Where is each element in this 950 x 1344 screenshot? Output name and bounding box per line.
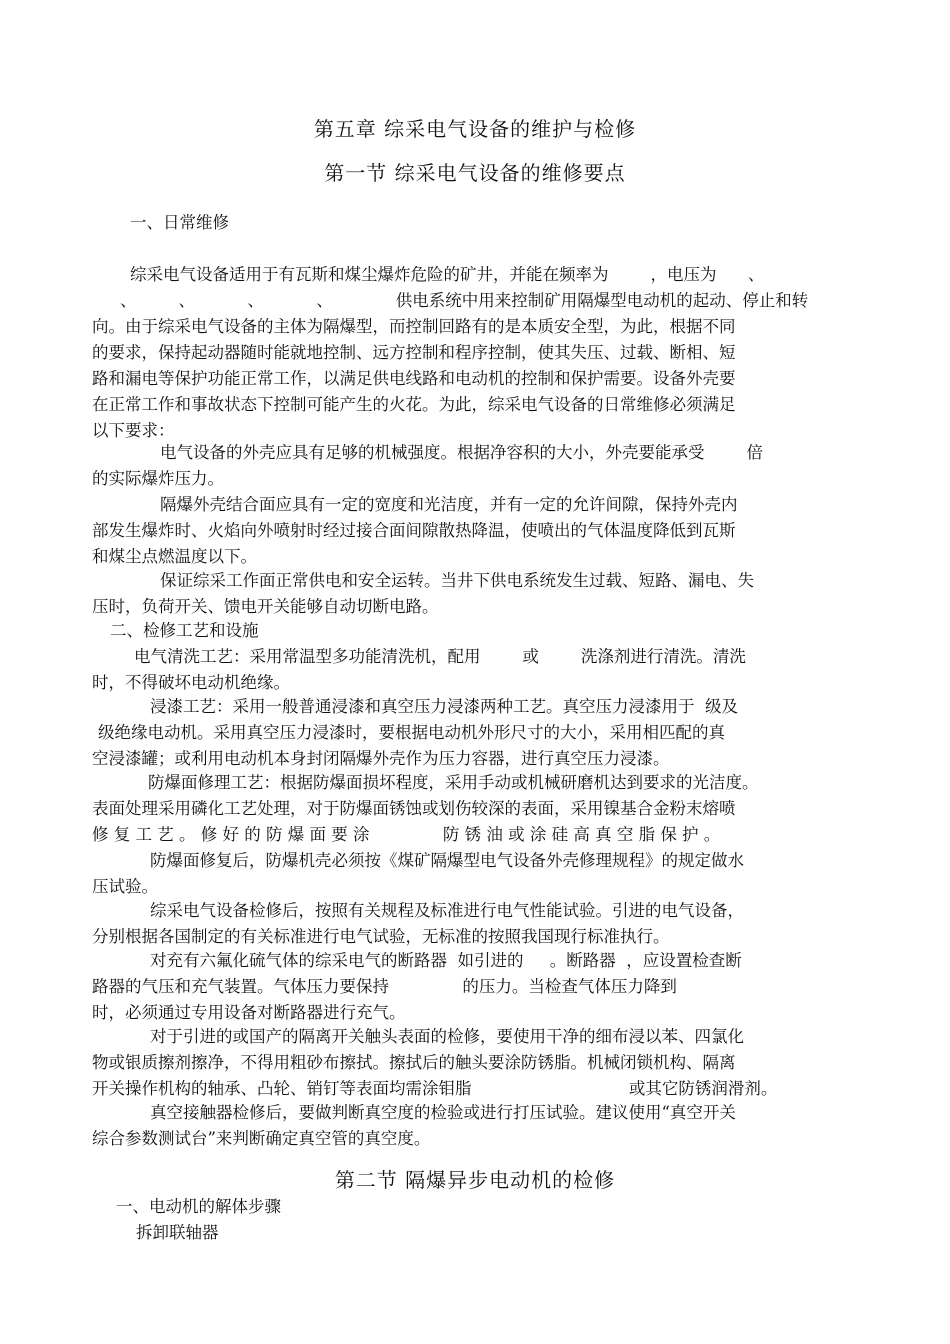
paragraph-line: 真空接触器检修后，要做判断真空度的检验或进行打压试验。建议使用“真空开关 bbox=[150, 1103, 736, 1122]
subsection-heading: 一、日常维修 bbox=[130, 213, 229, 232]
section-title-1: 第一节 综采电气设备的维修要点 bbox=[324, 161, 626, 185]
subsection-heading: 二、检修工艺和设施 bbox=[110, 621, 259, 640]
paragraph-line: 对于引进的或国产的隔离开关触头表面的检修，要使用干净的细布浸以苯、四氯化 bbox=[150, 1027, 744, 1046]
paragraph-line: 防爆面修复后，防爆机壳必须按《煤矿隔爆型电气设备外壳修理规程》的规定做水 bbox=[150, 851, 744, 870]
paragraph-line: 路器的气压和充气装置。气体压力要保持 的压力。当检查气体压力降到 bbox=[92, 977, 677, 996]
paragraph-line: 综采电气设备检修后，按照有关规程及标准进行电气性能试验。引进的电气设备， bbox=[150, 901, 744, 920]
paragraph-line: 对充有六氟化硫气体的综采电气的断路器 如引进的 。断路器 ，应设置检查断 bbox=[150, 951, 742, 970]
paragraph-line: 空浸漆罐；或利用电动机本身封闭隔爆外壳作为压力容器，进行真空压力浸漆。 bbox=[92, 749, 670, 768]
paragraph-line: 压试验。 bbox=[92, 877, 158, 896]
paragraph-line: 和煤尘点燃温度以下。 bbox=[92, 547, 257, 566]
paragraph-line: 电气设备的外壳应具有足够的机械强度。根据净容积的大小，外壳要能承受 倍 bbox=[160, 443, 763, 462]
section-title-2: 第二节 隔爆异步电动机的检修 bbox=[334, 1168, 616, 1192]
paragraph-line: 开关操作机构的轴承、凸轮、销钉等表面均需涂钼脂 或其它防锈润滑剂。 bbox=[92, 1079, 778, 1098]
paragraph-line: 防爆面修理工艺：根据防爆面损坏程度，采用手动或机械研磨机达到要求的光洁度。 bbox=[148, 773, 759, 792]
paragraph-line: 向。由于综采电气设备的主体为隔爆型，而控制回路有的是本质安全型，为此，根据不同 bbox=[92, 317, 736, 336]
paragraph-line: 保证综采工作面正常供电和安全运转。当井下供电系统发生过载、短路、漏电、失 bbox=[160, 571, 754, 590]
paragraph-line: 时，必须通过专用设备对断路器进行充气。 bbox=[92, 1003, 406, 1022]
paragraph-line: 路和漏电等保护功能正常工作，以满足供电线路和电动机的控制和保护需要。设备外壳要 bbox=[92, 369, 736, 388]
paragraph-line: 浸漆工艺：采用一般普通浸漆和真空压力浸漆两种工艺。真空压力浸漆用于 级及 bbox=[150, 697, 738, 716]
subsection-heading: 一、电动机的解体步骤 bbox=[116, 1197, 281, 1216]
list-item: 拆卸联轴器 bbox=[136, 1223, 219, 1242]
paragraph-line: 分别根据各国制定的有关标准进行电气试验，无标准的按照我国现行标准执行。 bbox=[92, 927, 670, 946]
paragraph-line: 、 、 、 、 供电系统中用来控制矿用隔爆型电动机的起动、停止和转 bbox=[120, 291, 809, 310]
paragraph-line: 综合参数测试台”来判断确定真空管的真空度。 bbox=[92, 1129, 431, 1148]
paragraph-line: 物或银质擦剂擦净，不得用粗砂布擦拭。擦拭后的触头要涂防锈脂。机械闭锁机构、隔离 bbox=[92, 1053, 736, 1072]
paragraph-line: 的要求，保持起动器随时能就地控制、远方控制和程序控制，使其失压、过载、断相、短 bbox=[92, 343, 736, 362]
paragraph-line: 的实际爆炸压力。 bbox=[92, 469, 224, 488]
paragraph-line: 在正常工作和事故状态下控制可能产生的火花。为此，综采电气设备的日常维修必须满足 bbox=[92, 395, 736, 414]
paragraph-line: 时，不得破坏电动机绝缘。 bbox=[92, 673, 290, 692]
paragraph-line: 电气清洗工艺：采用常温型多功能清洗机，配用 或 洗涤剂进行清洗。清洗 bbox=[134, 647, 746, 666]
paragraph-line: 修 复 工 艺 。 修 好 的 防 爆 面 要 涂 防 锈 油 或 涂 硅 高 真 空 脂 保 护 。 bbox=[92, 825, 721, 844]
paragraph-line: 压时，负荷开关、馈电开关能够自动切断电路。 bbox=[92, 597, 439, 616]
paragraph-line: 以下要求： bbox=[92, 421, 175, 440]
paragraph-line: 部发生爆炸时、火焰向外喷射时经过接合面间隙散热降温，使喷出的气体温度降低到瓦斯 bbox=[92, 521, 736, 540]
paragraph-line: 级绝缘电动机。采用真空压力浸漆时，要根据电动机外形尺寸的大小，采用相匹配的真 bbox=[98, 723, 725, 742]
paragraph-line: 综采电气设备适用于有瓦斯和煤尘爆炸危险的矿井，并能在频率为 ，电压为 、 bbox=[130, 265, 765, 284]
chapter-title: 第五章 综采电气设备的维护与检修 bbox=[313, 117, 637, 141]
paragraph-line: 表面处理采用磷化工艺处理，对于防爆面锈蚀或划伤较深的表面，采用镍基合金粉末熔喷 bbox=[92, 799, 736, 818]
paragraph-line: 隔爆外壳结合面应具有一定的宽度和光洁度，并有一定的允许间隙，保持外壳内 bbox=[160, 495, 738, 514]
